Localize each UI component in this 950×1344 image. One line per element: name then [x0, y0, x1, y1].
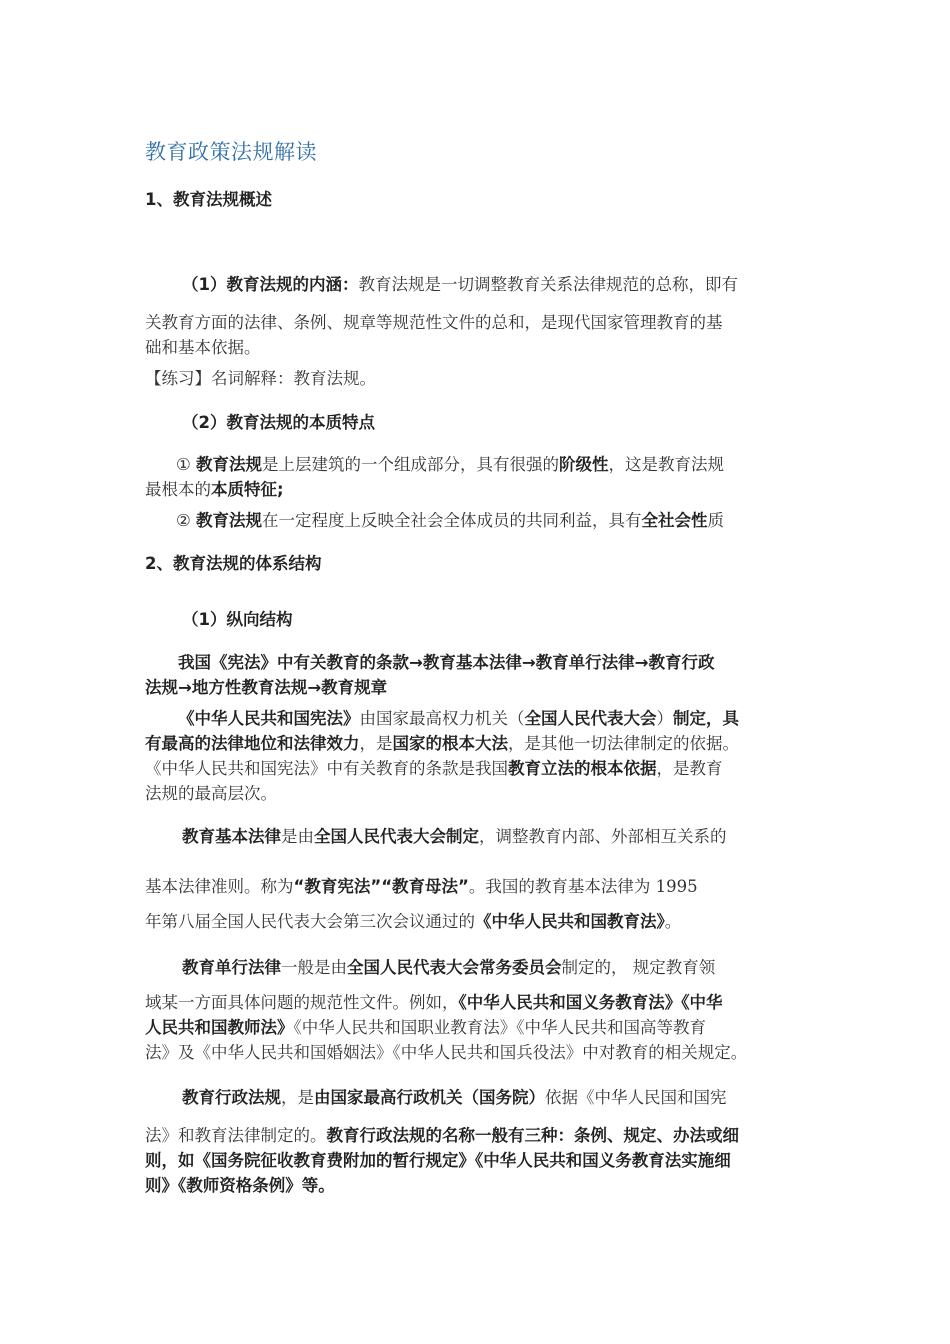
- heading-vertical: （1）纵向结构: [182, 610, 293, 629]
- admin-reg-l1: 教育行政法规，是由国家最高行政机关（国务院）依据《中华人民国和国宪: [182, 1088, 727, 1107]
- heading-essence: （2）教育法规的本质特点: [182, 413, 375, 432]
- basic-law-l1: 教育基本法律是由全国人民代表大会制定，调整教育内部、外部相互关系的: [182, 827, 727, 846]
- heading-2: 2、教育法规的体系结构: [145, 554, 322, 573]
- admin-reg-l2: 法》和教育法律制定的。教育行政法规的名称一般有三种：条例、规定、办法或细: [145, 1126, 739, 1145]
- feature-1-l2: 最根本的本质特征;: [145, 480, 284, 499]
- feature-1-l1: ① 教育法规是上层建筑的一个组成部分，具有很强的阶级性，这是教育法规: [176, 455, 725, 474]
- doc-title: 教育政策法规解读: [145, 140, 317, 164]
- single-law-l1: 教育单行法律一般是由全国人民代表大会常务委员会制定的， 规定教育领: [182, 958, 716, 977]
- single-law-l2: 域某一方面具体问题的规范性文件。例如，《中华人民共和国义务教育法》《中华: [145, 993, 723, 1012]
- chain-l1: 我国《宪法》中有关教育的条款→教育基本法律→教育单行法律→教育行政: [178, 653, 715, 672]
- para-definition-l2: 关教育方面的法律、条例、规章等规范性文件的总和，是现代国家管理教育的基: [145, 313, 723, 332]
- feature-2: ② 教育法规在一定程度上反映全社会全体成员的共同利益，具有全社会性质: [176, 511, 725, 530]
- constitution-l1: 《中华人民共和国宪法》由国家最高权力机关（全国人民代表大会）制定，具: [178, 709, 739, 728]
- definition-label: （1）教育法规的内涵：: [182, 275, 359, 294]
- practice-note: 【练习】名词解释：教育法规。: [145, 369, 376, 388]
- admin-reg-l4: 则》《教师资格条例》等。: [145, 1176, 335, 1195]
- basic-law-l2: 基本法律准则。称为“教育宪法”“教育母法”。我国的教育基本法律为 1995: [145, 877, 698, 896]
- constitution-l2: 有最高的法律地位和法律效力，是国家的根本大法，是其他一切法律制定的依据。: [145, 734, 739, 753]
- single-law-l4: 法》及《中华人民共和国婚姻法》《中华人民共和国兵役法》中对教育的相关规定。: [145, 1043, 748, 1062]
- chain-l2: 法规→地方性教育法规→教育规章: [145, 678, 388, 697]
- definition-text: 教育法规是一切调整教育关系法律规范的总称，即有: [358, 275, 738, 294]
- heading-1: 1、教育法规概述: [145, 190, 272, 209]
- single-law-l3: 人民共和国教师法》《中华人民共和国职业教育法》《中华人民共和国高等教育: [145, 1018, 706, 1037]
- basic-law-l3: 年第八届全国人民代表大会第三次会议通过的《中华人民共和国教育法》。: [145, 912, 682, 931]
- constitution-l4: 法规的最高层次。: [145, 784, 277, 803]
- admin-reg-l3: 则，如《国务院征收教育费附加的暂行规定》《中华人民共和国义务教育法实施细: [145, 1151, 731, 1170]
- para-definition-l1: [182, 272, 847, 297]
- para-definition-l3: 础和基本依据。: [145, 338, 261, 357]
- constitution-l3: 《中华人民共和国宪法》中有关教育的条款是我国教育立法的根本依据，是教育: [145, 759, 723, 778]
